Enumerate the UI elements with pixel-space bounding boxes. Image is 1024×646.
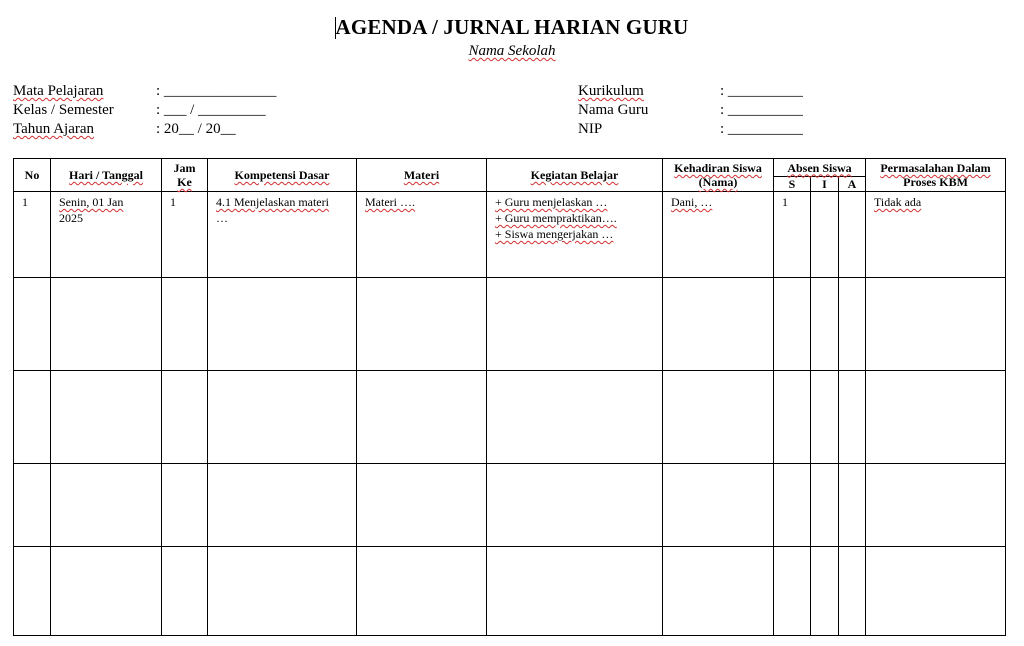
empty-cell[interactable]	[51, 278, 162, 371]
info-row-subject	[13, 82, 313, 101]
empty-cell[interactable]	[14, 278, 51, 371]
cell-absen-a[interactable]	[839, 192, 866, 278]
table-row	[14, 371, 1006, 464]
empty-cell[interactable]	[487, 278, 663, 371]
info-row-year	[13, 120, 313, 139]
empty-cell[interactable]	[357, 278, 487, 371]
empty-cell[interactable]	[14, 371, 51, 464]
empty-cell[interactable]	[51, 464, 162, 547]
table-row	[14, 278, 1006, 371]
empty-cell[interactable]	[14, 464, 51, 547]
col-header-date: Hari / Tanggal	[51, 159, 162, 192]
empty-cell[interactable]	[162, 278, 208, 371]
info-row-class	[13, 101, 313, 120]
info-row-teacher	[578, 101, 878, 120]
teacher-value[interactable]: : __________	[720, 102, 803, 118]
empty-cell[interactable]	[487, 547, 663, 636]
kegiatan-line-2: + Guru mempraktikan….	[495, 211, 617, 225]
col-header-absen-a: A	[839, 177, 866, 192]
subject-label: Mata Pelajaran	[13, 83, 104, 99]
empty-cell[interactable]	[811, 547, 839, 636]
col-header-kd: Kompetensi Dasar	[208, 159, 357, 192]
empty-cell[interactable]	[811, 371, 839, 464]
empty-cell[interactable]	[774, 547, 811, 636]
empty-cell[interactable]	[208, 371, 357, 464]
journal-table	[13, 158, 1006, 636]
cell-date[interactable]: Senin, 01 Jan 2025	[51, 192, 162, 278]
empty-cell[interactable]	[839, 278, 866, 371]
cell-kd[interactable]: 4.1 Menjelaskan materi …	[208, 192, 357, 278]
curriculum-label: Kurikulum	[578, 83, 644, 99]
empty-cell[interactable]	[208, 278, 357, 371]
empty-cell[interactable]	[162, 371, 208, 464]
col-header-absen-s: S	[774, 177, 811, 192]
empty-cell[interactable]	[357, 371, 487, 464]
empty-cell[interactable]	[162, 464, 208, 547]
cell-absen-i[interactable]	[811, 192, 839, 278]
empty-cell[interactable]	[866, 547, 1006, 636]
empty-cell[interactable]	[487, 371, 663, 464]
nip-value[interactable]: : __________	[720, 121, 803, 137]
class-value[interactable]: : ___ / _________	[156, 102, 266, 118]
info-row-nip	[578, 120, 878, 139]
cell-kegiatan[interactable]	[487, 192, 663, 278]
empty-cell[interactable]	[839, 547, 866, 636]
empty-cell[interactable]	[839, 464, 866, 547]
empty-cell[interactable]	[811, 278, 839, 371]
school-name	[0, 43, 1024, 60]
cell-materi[interactable]: Materi ….	[357, 192, 487, 278]
empty-cell[interactable]	[663, 278, 774, 371]
subject-value[interactable]: : _______________	[156, 83, 277, 99]
year-label: Tahun Ajaran	[13, 121, 95, 137]
cell-kehadiran[interactable]: Dani, …	[663, 192, 774, 278]
table-row	[14, 464, 1006, 547]
table-row	[14, 547, 1006, 636]
school-name-text: Nama Sekolah	[468, 43, 556, 59]
empty-cell[interactable]	[811, 464, 839, 547]
empty-cell[interactable]	[839, 371, 866, 464]
empty-cell[interactable]	[51, 371, 162, 464]
empty-cell[interactable]	[774, 278, 811, 371]
empty-cell[interactable]	[866, 278, 1006, 371]
empty-cell[interactable]	[663, 371, 774, 464]
empty-cell[interactable]	[357, 547, 487, 636]
col-header-absen-i: I	[811, 177, 839, 192]
empty-cell[interactable]	[866, 464, 1006, 547]
empty-cell[interactable]	[357, 464, 487, 547]
empty-cell[interactable]	[663, 464, 774, 547]
col-header-jam: Jam Ke	[162, 159, 208, 192]
info-row-curriculum	[578, 82, 878, 101]
page-title: AGENDA / JURNAL HARIAN GURU	[335, 15, 689, 39]
kegiatan-line-3: + Siswa mengerjakan …	[495, 227, 614, 241]
info-left	[13, 82, 313, 139]
col-header-materi: Materi	[357, 159, 487, 192]
cell-no[interactable]: 1	[14, 192, 51, 278]
empty-cell[interactable]	[51, 547, 162, 636]
col-header-kegiatan: Kegiatan Belajar	[487, 159, 663, 192]
col-header-absen: Absen Siswa	[774, 159, 866, 177]
nip-label: NIP	[578, 121, 603, 137]
table-row	[14, 192, 1006, 278]
info-right	[578, 82, 878, 139]
empty-cell[interactable]	[774, 371, 811, 464]
col-header-masalah: Permasalahan Dalam Proses KBM	[866, 159, 1006, 192]
col-header-kehadiran: Kehadiran Siswa (Nama)	[663, 159, 774, 192]
cell-masalah[interactable]: Tidak ada	[866, 192, 1006, 278]
header-row	[14, 159, 1006, 177]
class-label: Kelas / Semester	[13, 102, 114, 118]
cell-jam[interactable]: 1	[162, 192, 208, 278]
teacher-label: Nama Guru	[578, 102, 649, 118]
year-value[interactable]: : 20__ / 20__	[156, 121, 236, 137]
empty-cell[interactable]	[866, 371, 1006, 464]
cell-absen-s[interactable]: 1	[774, 192, 811, 278]
empty-cell[interactable]	[487, 464, 663, 547]
kegiatan-line-1: + Guru menjelaskan …	[495, 195, 608, 209]
col-header-no: No	[14, 159, 51, 192]
empty-cell[interactable]	[208, 547, 357, 636]
empty-cell[interactable]	[663, 547, 774, 636]
curriculum-value[interactable]: : __________	[720, 83, 803, 99]
empty-cell[interactable]	[774, 464, 811, 547]
empty-cell[interactable]	[208, 464, 357, 547]
empty-cell[interactable]	[162, 547, 208, 636]
empty-cell[interactable]	[14, 547, 51, 636]
